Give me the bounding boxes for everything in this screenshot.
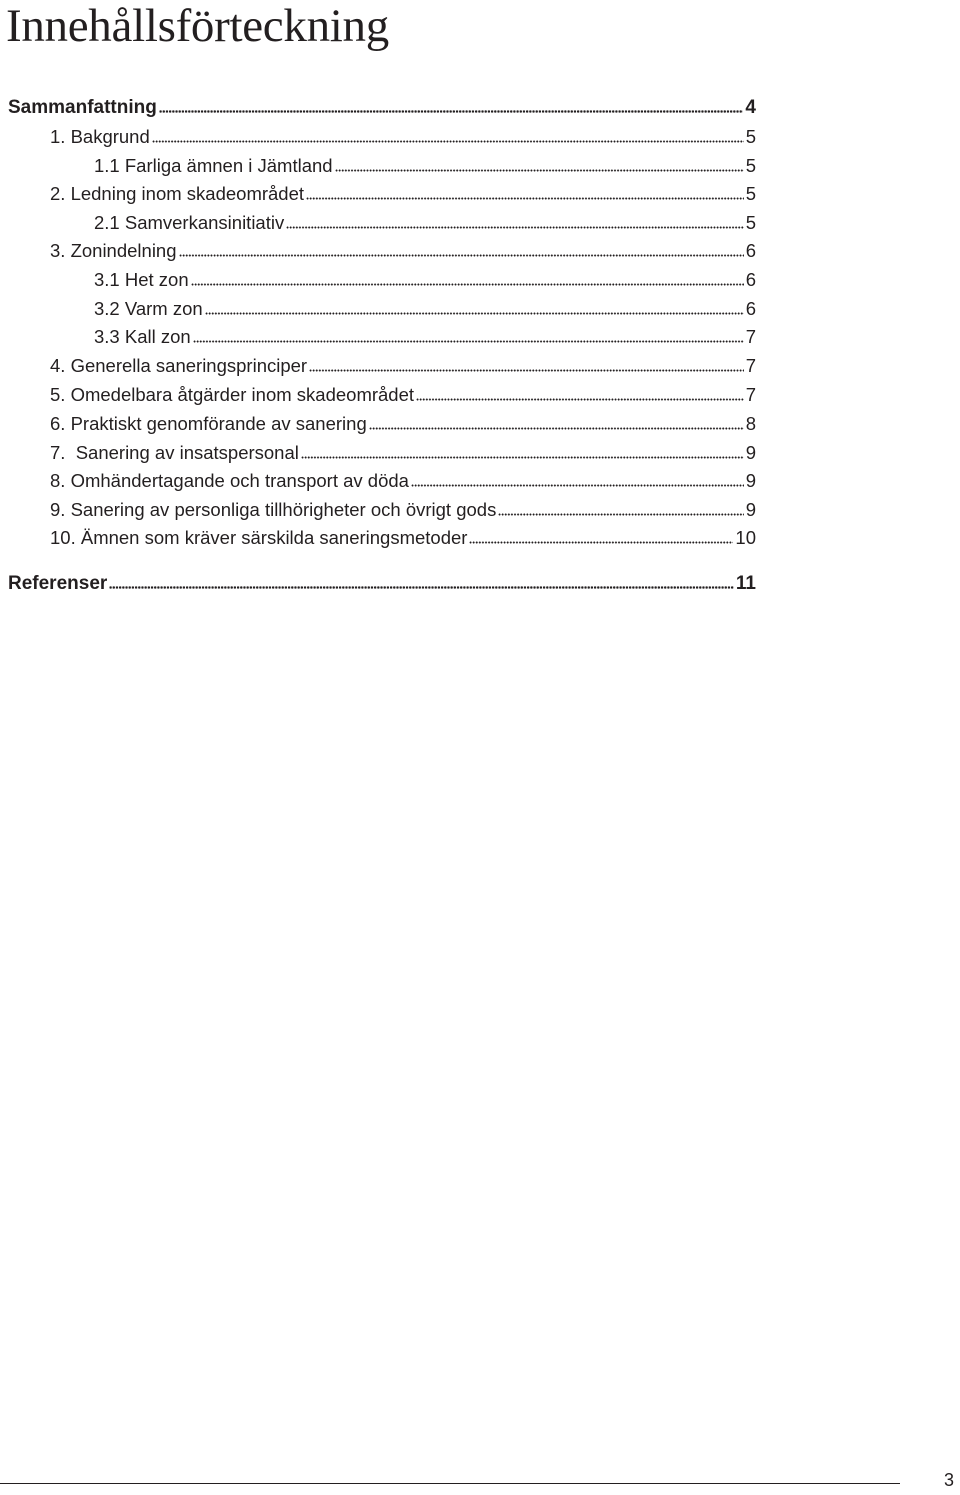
toc-entry-label: 3.1 Het zon <box>94 269 189 290</box>
toc-entry-label: 3.2 Varm zon <box>94 298 203 319</box>
dot-leader <box>309 369 744 372</box>
toc-entry-page: 5 <box>745 126 756 147</box>
toc-entry-label: 2. Ledning inom skadeområdet <box>50 183 305 204</box>
dot-leader <box>306 197 744 200</box>
toc-entry-generella[interactable] <box>50 355 756 377</box>
toc-entry-label: 3.3 Kall zon <box>94 326 191 347</box>
toc-entry-page: 9 <box>745 470 756 491</box>
toc-entry-bakgrund[interactable] <box>50 126 756 148</box>
dot-leader <box>152 140 744 143</box>
toc-entry-kall-zon[interactable] <box>94 326 756 348</box>
page-number: 3 <box>943 1470 954 1490</box>
toc-entry-label: 1.1 Farliga ämnen i Jämtland <box>94 155 333 176</box>
toc-entry-page: 5 <box>745 212 756 233</box>
dot-leader <box>469 541 733 544</box>
toc-entry-varm-zon[interactable] <box>94 298 756 320</box>
toc-entry-farliga-amnen[interactable] <box>94 155 756 177</box>
dot-leader <box>191 283 744 286</box>
toc-entry-sammanfattning[interactable] <box>8 97 756 119</box>
toc-entry-praktiskt[interactable] <box>50 413 756 435</box>
toc-entry-label: Referenser <box>8 573 108 594</box>
dot-leader <box>369 427 744 430</box>
toc-entry-page: 8 <box>745 413 756 434</box>
toc-entry-page: 10 <box>735 527 756 548</box>
toc-entry-page: 6 <box>745 240 756 261</box>
toc-entry-zonindelning[interactable] <box>50 240 756 262</box>
toc-entry-page: 7 <box>745 384 756 405</box>
toc-entry-page: 9 <box>745 499 756 520</box>
dot-leader <box>335 169 744 172</box>
toc-entry-page: 6 <box>745 298 756 319</box>
toc-entry-het-zon[interactable] <box>94 269 756 291</box>
toc-entry-page: 7 <box>745 326 756 347</box>
toc-entry-samverkansinitiativ[interactable] <box>94 212 756 234</box>
dot-leader <box>301 456 744 459</box>
toc-entry-omhandertagande[interactable] <box>50 470 756 492</box>
toc-entry-label: 6. Praktiskt genomförande av sanering <box>50 413 367 434</box>
toc-entry-label: Sammanfattning <box>8 97 157 118</box>
dot-leader <box>286 226 743 229</box>
toc-entry-label: 2.1 Samverkansinitiativ <box>94 212 285 233</box>
toc-entry-label: 9. Sanering av personliga tillhörigheter och övrigt gods <box>50 499 497 520</box>
toc-entry-label: 10. Ämnen som kräver särskilda saneringsmetoder <box>50 527 468 548</box>
toc-entry-page: 9 <box>745 442 756 463</box>
dot-leader <box>411 484 744 487</box>
toc-entry-label: 5. Omedelbara åtgärder inom skadeområdet <box>50 384 415 405</box>
dot-leader <box>179 254 744 257</box>
toc-entry-label: 3. Zonindelning <box>50 240 177 261</box>
toc-entry-referenser[interactable] <box>8 573 756 595</box>
toc-entry-page: 7 <box>745 355 756 376</box>
page-title: Innehållsförteckning <box>6 0 389 52</box>
toc-entry-page: 6 <box>745 269 756 290</box>
toc-entry-page: 11 <box>735 573 756 594</box>
toc-entry-label: 7. Sanering av insatspersonal <box>50 442 299 463</box>
dot-leader <box>416 398 744 401</box>
toc-entry-label: 1. Bakgrund <box>50 126 150 147</box>
toc-entry-page: 5 <box>745 155 756 176</box>
dot-leader <box>193 340 744 343</box>
toc-entry-page: 4 <box>745 97 756 118</box>
dot-leader <box>498 513 743 516</box>
toc-entry-ledning[interactable] <box>50 183 756 205</box>
dot-leader <box>205 312 744 315</box>
footer-rule <box>0 1483 900 1484</box>
toc-entry-omedelbara[interactable] <box>50 384 756 406</box>
dot-leader <box>109 586 734 589</box>
toc-entry-label: 8. Omhändertagande och transport av döda <box>50 470 409 491</box>
toc-entry-amnen[interactable] <box>50 527 756 549</box>
toc-entry-insatspersonal[interactable] <box>50 442 756 464</box>
dot-leader <box>159 110 744 113</box>
toc-entry-personliga[interactable] <box>50 499 756 521</box>
toc-entry-page: 5 <box>745 183 756 204</box>
toc-entry-label: 4. Generella saneringsprinciper <box>50 355 308 376</box>
